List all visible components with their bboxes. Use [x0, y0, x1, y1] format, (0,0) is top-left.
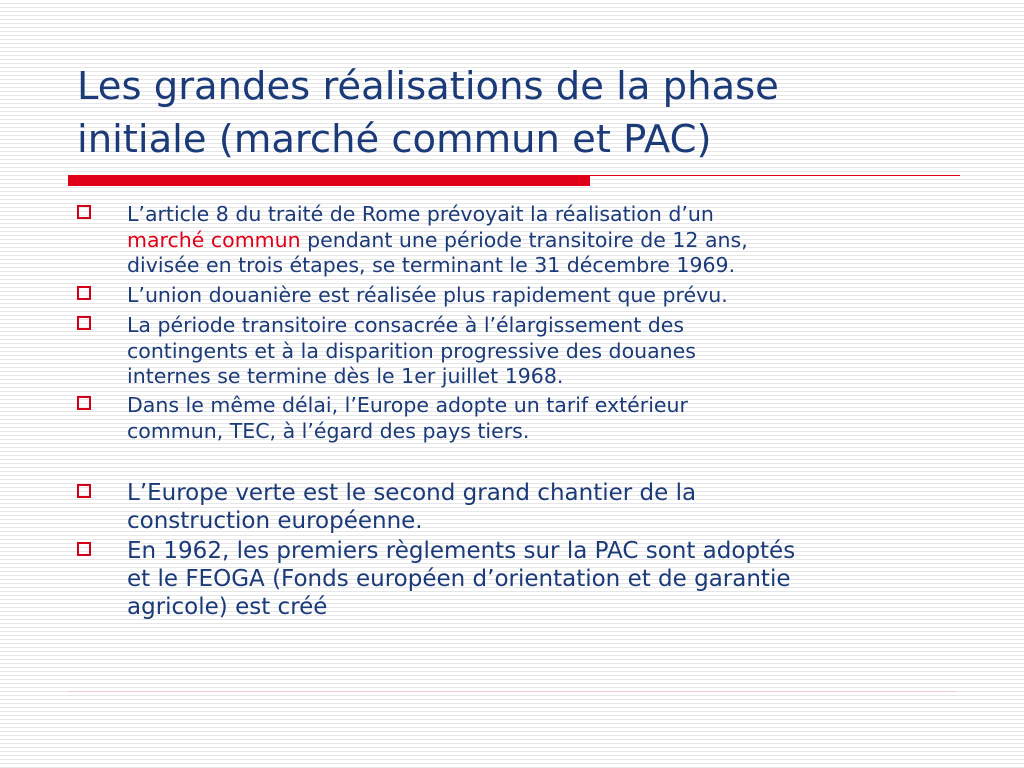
slide-title-line-2: initiale (marché commun et PAC)	[77, 117, 712, 162]
bullet-text-line: La période transitoire consacrée à l’élargissement des	[127, 313, 685, 337]
bullet-text	[127, 283, 947, 309]
hollow-square-bullet-icon	[77, 484, 91, 498]
hollow-square-bullet-icon	[77, 205, 91, 219]
title-underline-thick	[68, 175, 590, 186]
title-underline-thin	[590, 175, 960, 176]
hollow-square-bullet-icon	[77, 542, 91, 556]
bullet-text-line: construction européenne.	[127, 508, 423, 534]
slide-title	[77, 60, 957, 166]
bullet-text-line	[127, 228, 947, 254]
bullet-text-fragment: pendant une période transitoire de 12 ans,	[300, 227, 748, 252]
hollow-square-bullet-icon	[77, 316, 91, 330]
bullet-text	[127, 202, 947, 279]
bullet-text	[127, 313, 947, 390]
hollow-square-bullet-icon	[77, 396, 91, 410]
highlighted-term: marché commun	[127, 227, 301, 252]
bullet-text-line: L’Europe verte est le second grand chantier de la	[127, 480, 697, 506]
bullet-text-line: agricole) est créé	[127, 594, 328, 620]
bullet-text	[127, 393, 947, 444]
bullet-text	[127, 537, 947, 621]
bullet-text	[127, 479, 947, 535]
hollow-square-bullet-icon	[77, 286, 91, 300]
bullet-text-line: L’article 8 du traité de Rome prévoyait la réalisation d’un	[127, 202, 714, 226]
slide-title-line-1: Les grandes réalisations de la phase	[77, 64, 779, 109]
bullet-text-line: et le FEOGA (Fonds européen d’orientation et de garantie	[127, 566, 791, 592]
bullet-text-line: contingents et à la disparition progressive des douanes	[127, 338, 696, 363]
bullet-text-line: divisée en trois étapes, se terminant le 31 décembre 1969.	[127, 253, 736, 277]
bullet-text-line: En 1962, les premiers règlements sur la PAC sont adoptés	[127, 538, 796, 564]
bullet-text-line: L’union douanière est réalisée plus rapidement que prévu.	[127, 283, 728, 307]
bullet-text-line: commun, TEC, à l’égard des pays tiers.	[127, 418, 530, 443]
bullet-text-line: internes se termine dès le 1er juillet 1968.	[127, 364, 564, 388]
footer-rule	[68, 691, 956, 692]
bullet-text-line: Dans le même délai, l’Europe adopte un tarif extérieur	[127, 393, 688, 417]
